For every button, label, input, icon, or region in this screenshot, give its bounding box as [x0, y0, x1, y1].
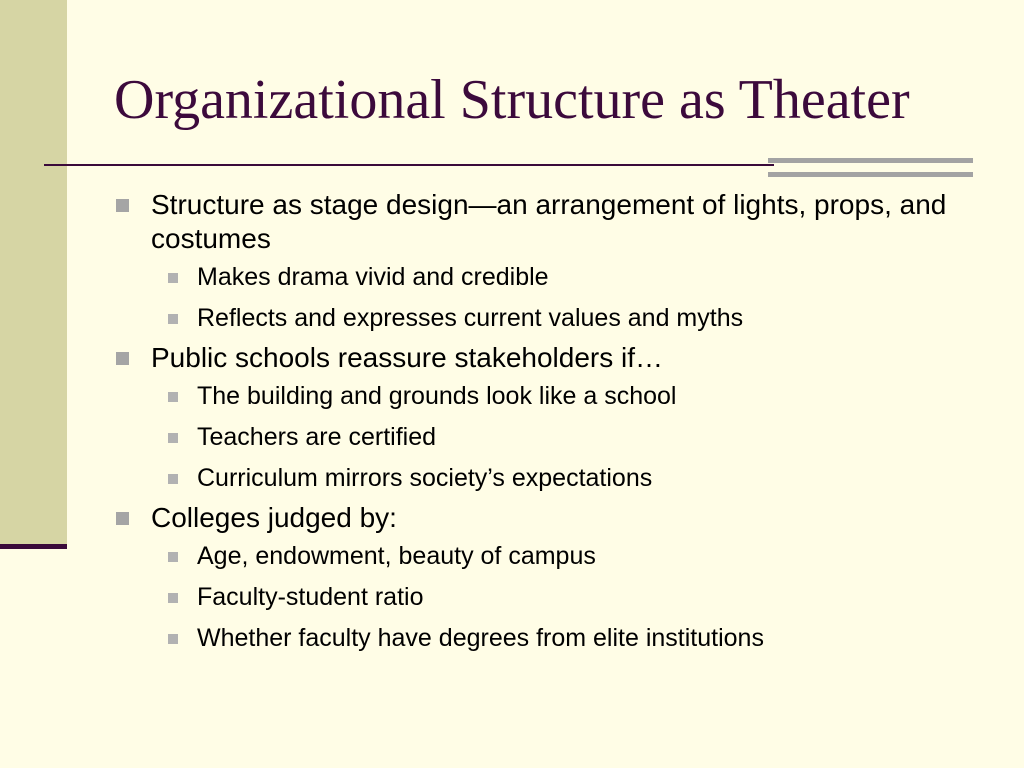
square-bullet-icon	[116, 352, 129, 365]
sub-bullet-item	[116, 303, 996, 333]
square-bullet-icon	[168, 273, 178, 283]
sub-bullet-item	[116, 541, 996, 571]
slide-title: Organizational Structure as Theater	[114, 69, 910, 131]
sub-bullet-item	[116, 262, 996, 292]
sub-bullet-text: Makes drama vivid and credible	[197, 263, 549, 291]
left-side-band	[0, 0, 67, 548]
bullet-item	[116, 188, 996, 333]
sub-bullet-list	[151, 381, 996, 493]
divider-accent-bar-top	[768, 158, 973, 163]
bullet-list	[116, 180, 996, 653]
square-bullet-icon	[168, 634, 178, 644]
sub-bullet-text: Faculty-student ratio	[197, 583, 424, 611]
sub-bullet-text: Curriculum mirrors society’s expectations	[197, 464, 653, 492]
sub-bullet-item	[116, 422, 996, 452]
divider-accent-bar-bottom	[768, 172, 973, 177]
sub-bullet-text: Reflects and expresses current values and myths	[197, 304, 744, 332]
bullet-text: Colleges judged by:	[151, 502, 397, 533]
square-bullet-icon	[168, 314, 178, 324]
sub-bullet-text: Whether faculty have degrees from elite institutions	[197, 624, 764, 652]
left-band-footer-bar	[0, 544, 67, 549]
sub-bullet-text: Age, endowment, beauty of campus	[197, 542, 596, 570]
square-bullet-icon	[168, 433, 178, 443]
sub-bullet-text: The building and grounds look like a school	[197, 382, 677, 410]
square-bullet-icon	[168, 392, 178, 402]
title-divider-line	[44, 164, 774, 166]
square-bullet-icon	[116, 512, 129, 525]
sub-bullet-item	[116, 582, 996, 612]
bullet-item	[116, 341, 996, 493]
sub-bullet-item	[116, 381, 996, 411]
square-bullet-icon	[116, 199, 129, 212]
sub-bullet-item	[116, 623, 996, 653]
sub-bullet-list	[151, 541, 996, 653]
bullet-text: Structure as stage design—an arrangement of lights, props, and costumes	[151, 189, 947, 254]
sub-bullet-item	[116, 463, 996, 493]
square-bullet-icon	[168, 474, 178, 484]
square-bullet-icon	[168, 552, 178, 562]
bullet-item	[116, 501, 996, 653]
sub-bullet-list	[151, 262, 996, 333]
square-bullet-icon	[168, 593, 178, 603]
bullet-text: Public schools reassure stakeholders if…	[151, 342, 664, 373]
sub-bullet-text: Teachers are certified	[197, 423, 437, 451]
